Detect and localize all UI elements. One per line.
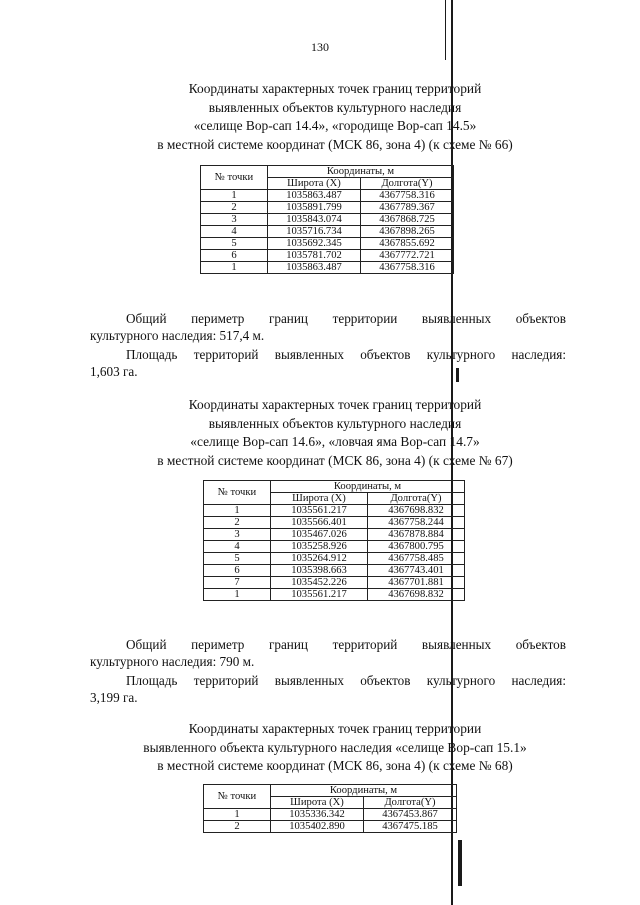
col-lat-header: Широта (X) (271, 797, 364, 809)
cell-lon: 4367758.316 (361, 262, 454, 274)
col-coords-header: Координаты, м (271, 481, 465, 493)
col-lon-header: Долгота(Y) (368, 493, 465, 505)
cell-lat: 1035863.487 (268, 190, 361, 202)
cell-point: 3 (204, 529, 271, 541)
cell-point: 1 (204, 589, 271, 601)
col-point-header: № точки (204, 785, 271, 809)
heading-line: «селище Вор-сап 14.6», «ловчая яма Вор-сап 14.7» (190, 434, 480, 449)
col-lon-header: Долгота(Y) (361, 178, 454, 190)
cell-lat: 1035692.345 (268, 238, 361, 250)
cell-point: 1 (204, 809, 271, 821)
section-2-heading (90, 396, 580, 470)
col-point-header: № точки (201, 166, 268, 190)
cell-lon: 4367701.881 (368, 577, 465, 589)
cell-lat: 1035336.342 (271, 809, 364, 821)
table-row (201, 214, 454, 226)
heading-line: Координаты характерных точек границ территорий (188, 397, 482, 412)
col-lat-header: Широта (X) (271, 493, 368, 505)
table-row (204, 565, 465, 577)
table-header-row (201, 166, 454, 178)
cell-point: 2 (201, 202, 268, 214)
table-row (204, 517, 465, 529)
cell-lat: 1035566.401 (271, 517, 368, 529)
cell-point: 4 (204, 541, 271, 553)
coordinates-table-68 (203, 784, 457, 833)
paragraph-line: Площадь территорий выявленных объектов культурного наследия: (126, 347, 566, 362)
cell-lon: 4367475.185 (364, 821, 457, 833)
paragraph-line: Общий периметр границ территорий выявленных объектов (126, 637, 566, 652)
cell-lon: 4367698.832 (368, 505, 465, 517)
cell-lon: 4367758.485 (368, 553, 465, 565)
section-1-area (90, 346, 566, 380)
table-row (204, 821, 457, 833)
cell-lat: 1035264.912 (271, 553, 368, 565)
heading-line: в местной системе координат (МСК 86, зона 4) (к схеме № 66) (157, 136, 513, 152)
cell-point: 6 (204, 565, 271, 577)
scan-mark (458, 840, 462, 886)
cell-lon: 4367453.867 (364, 809, 457, 821)
table-row (201, 202, 454, 214)
cell-point: 2 (204, 517, 271, 529)
paragraph-line: 1,603 га. (90, 364, 138, 379)
cell-point: 7 (204, 577, 271, 589)
cell-lon: 4367898.265 (361, 226, 454, 238)
cell-point: 3 (201, 214, 268, 226)
cell-lon: 4367698.832 (368, 589, 465, 601)
col-coords-header: Координаты, м (268, 166, 454, 178)
cell-lon: 4367758.244 (368, 517, 465, 529)
cell-lon: 4367789.367 (361, 202, 454, 214)
cell-lat: 1035402.890 (271, 821, 364, 833)
cell-lon: 4367800.795 (368, 541, 465, 553)
table-row (201, 238, 454, 250)
table-row (201, 250, 454, 262)
table-row (204, 809, 457, 821)
heading-line: выявленных объектов культурного наследия (208, 99, 462, 115)
cell-lon: 4367758.316 (361, 190, 454, 202)
cell-lat: 1035843.074 (268, 214, 361, 226)
cell-lat: 1035467.026 (271, 529, 368, 541)
table-header-row (204, 785, 457, 797)
cell-lat: 1035891.799 (268, 202, 361, 214)
cell-point: 6 (201, 250, 268, 262)
paragraph-line: 3,199 га. (90, 690, 138, 705)
table-row (204, 529, 465, 541)
cell-point: 5 (201, 238, 268, 250)
heading-line: «селище Вор-сап 14.4», «городище Вор-сап 14.5» (193, 118, 477, 133)
cell-point: 1 (201, 262, 268, 274)
cell-lon: 4367855.692 (361, 238, 454, 250)
section-2-area (90, 672, 566, 706)
cell-lat: 1035398.663 (271, 565, 368, 577)
paragraph-line: Площадь территорий выявленных объектов культурного наследия: (126, 673, 566, 688)
coordinates-table-67 (203, 480, 465, 601)
table-row (204, 541, 465, 553)
cell-lat: 1035716.734 (268, 226, 361, 238)
table-row (204, 589, 465, 601)
coordinates-table-66 (200, 165, 454, 274)
cell-lon: 4367743.401 (368, 565, 465, 577)
col-point-header: № точки (204, 481, 271, 505)
col-coords-header: Координаты, м (271, 785, 457, 797)
heading-line: Координаты характерных точек границ территорий (188, 81, 482, 96)
cell-lat: 1035561.217 (271, 589, 368, 601)
cell-point: 1 (204, 505, 271, 517)
section-3-heading (90, 720, 580, 776)
table-header-row (204, 481, 465, 493)
table-row (201, 190, 454, 202)
heading-line: выявленного объекта культурного наследия «селище Вор-сап 15.1» (143, 739, 527, 755)
table-row (201, 226, 454, 238)
cell-point: 2 (204, 821, 271, 833)
cell-lat: 1035781.702 (268, 250, 361, 262)
cell-lat: 1035561.217 (271, 505, 368, 517)
paragraph-line: Общий периметр границ территории выявленных объектов (126, 311, 566, 326)
heading-line: Координаты характерных точек границ территории (188, 721, 482, 736)
cell-lat: 1035258.926 (271, 541, 368, 553)
table-row (204, 577, 465, 589)
table-row (204, 553, 465, 565)
cell-point: 4 (201, 226, 268, 238)
section-1-heading (90, 80, 580, 154)
cell-lat: 1035452.226 (271, 577, 368, 589)
page-number: 130 (311, 40, 329, 54)
cell-lon: 4367878.884 (368, 529, 465, 541)
col-lon-header: Долгота(Y) (364, 797, 457, 809)
paragraph-line: культурного наследия: 790 м. (90, 654, 255, 669)
cell-point: 5 (204, 553, 271, 565)
heading-line: в местной системе координат (МСК 86, зона 4) (к схеме № 67) (157, 452, 513, 468)
paragraph-line: культурного наследия: 517,4 м. (90, 328, 265, 343)
section-2-perimeter (90, 636, 566, 670)
heading-line: выявленных объектов культурного наследия (208, 415, 462, 431)
cell-point: 1 (201, 190, 268, 202)
cell-lat: 1035863.487 (268, 262, 361, 274)
cell-lon: 4367868.725 (361, 214, 454, 226)
heading-line: в местной системе координат (МСК 86, зона 4) (к схеме № 68) (157, 758, 513, 773)
section-1-perimeter (90, 310, 566, 344)
col-lat-header: Широта (X) (268, 178, 361, 190)
cell-lon: 4367772.721 (361, 250, 454, 262)
table-row (204, 505, 465, 517)
table-row (201, 262, 454, 274)
